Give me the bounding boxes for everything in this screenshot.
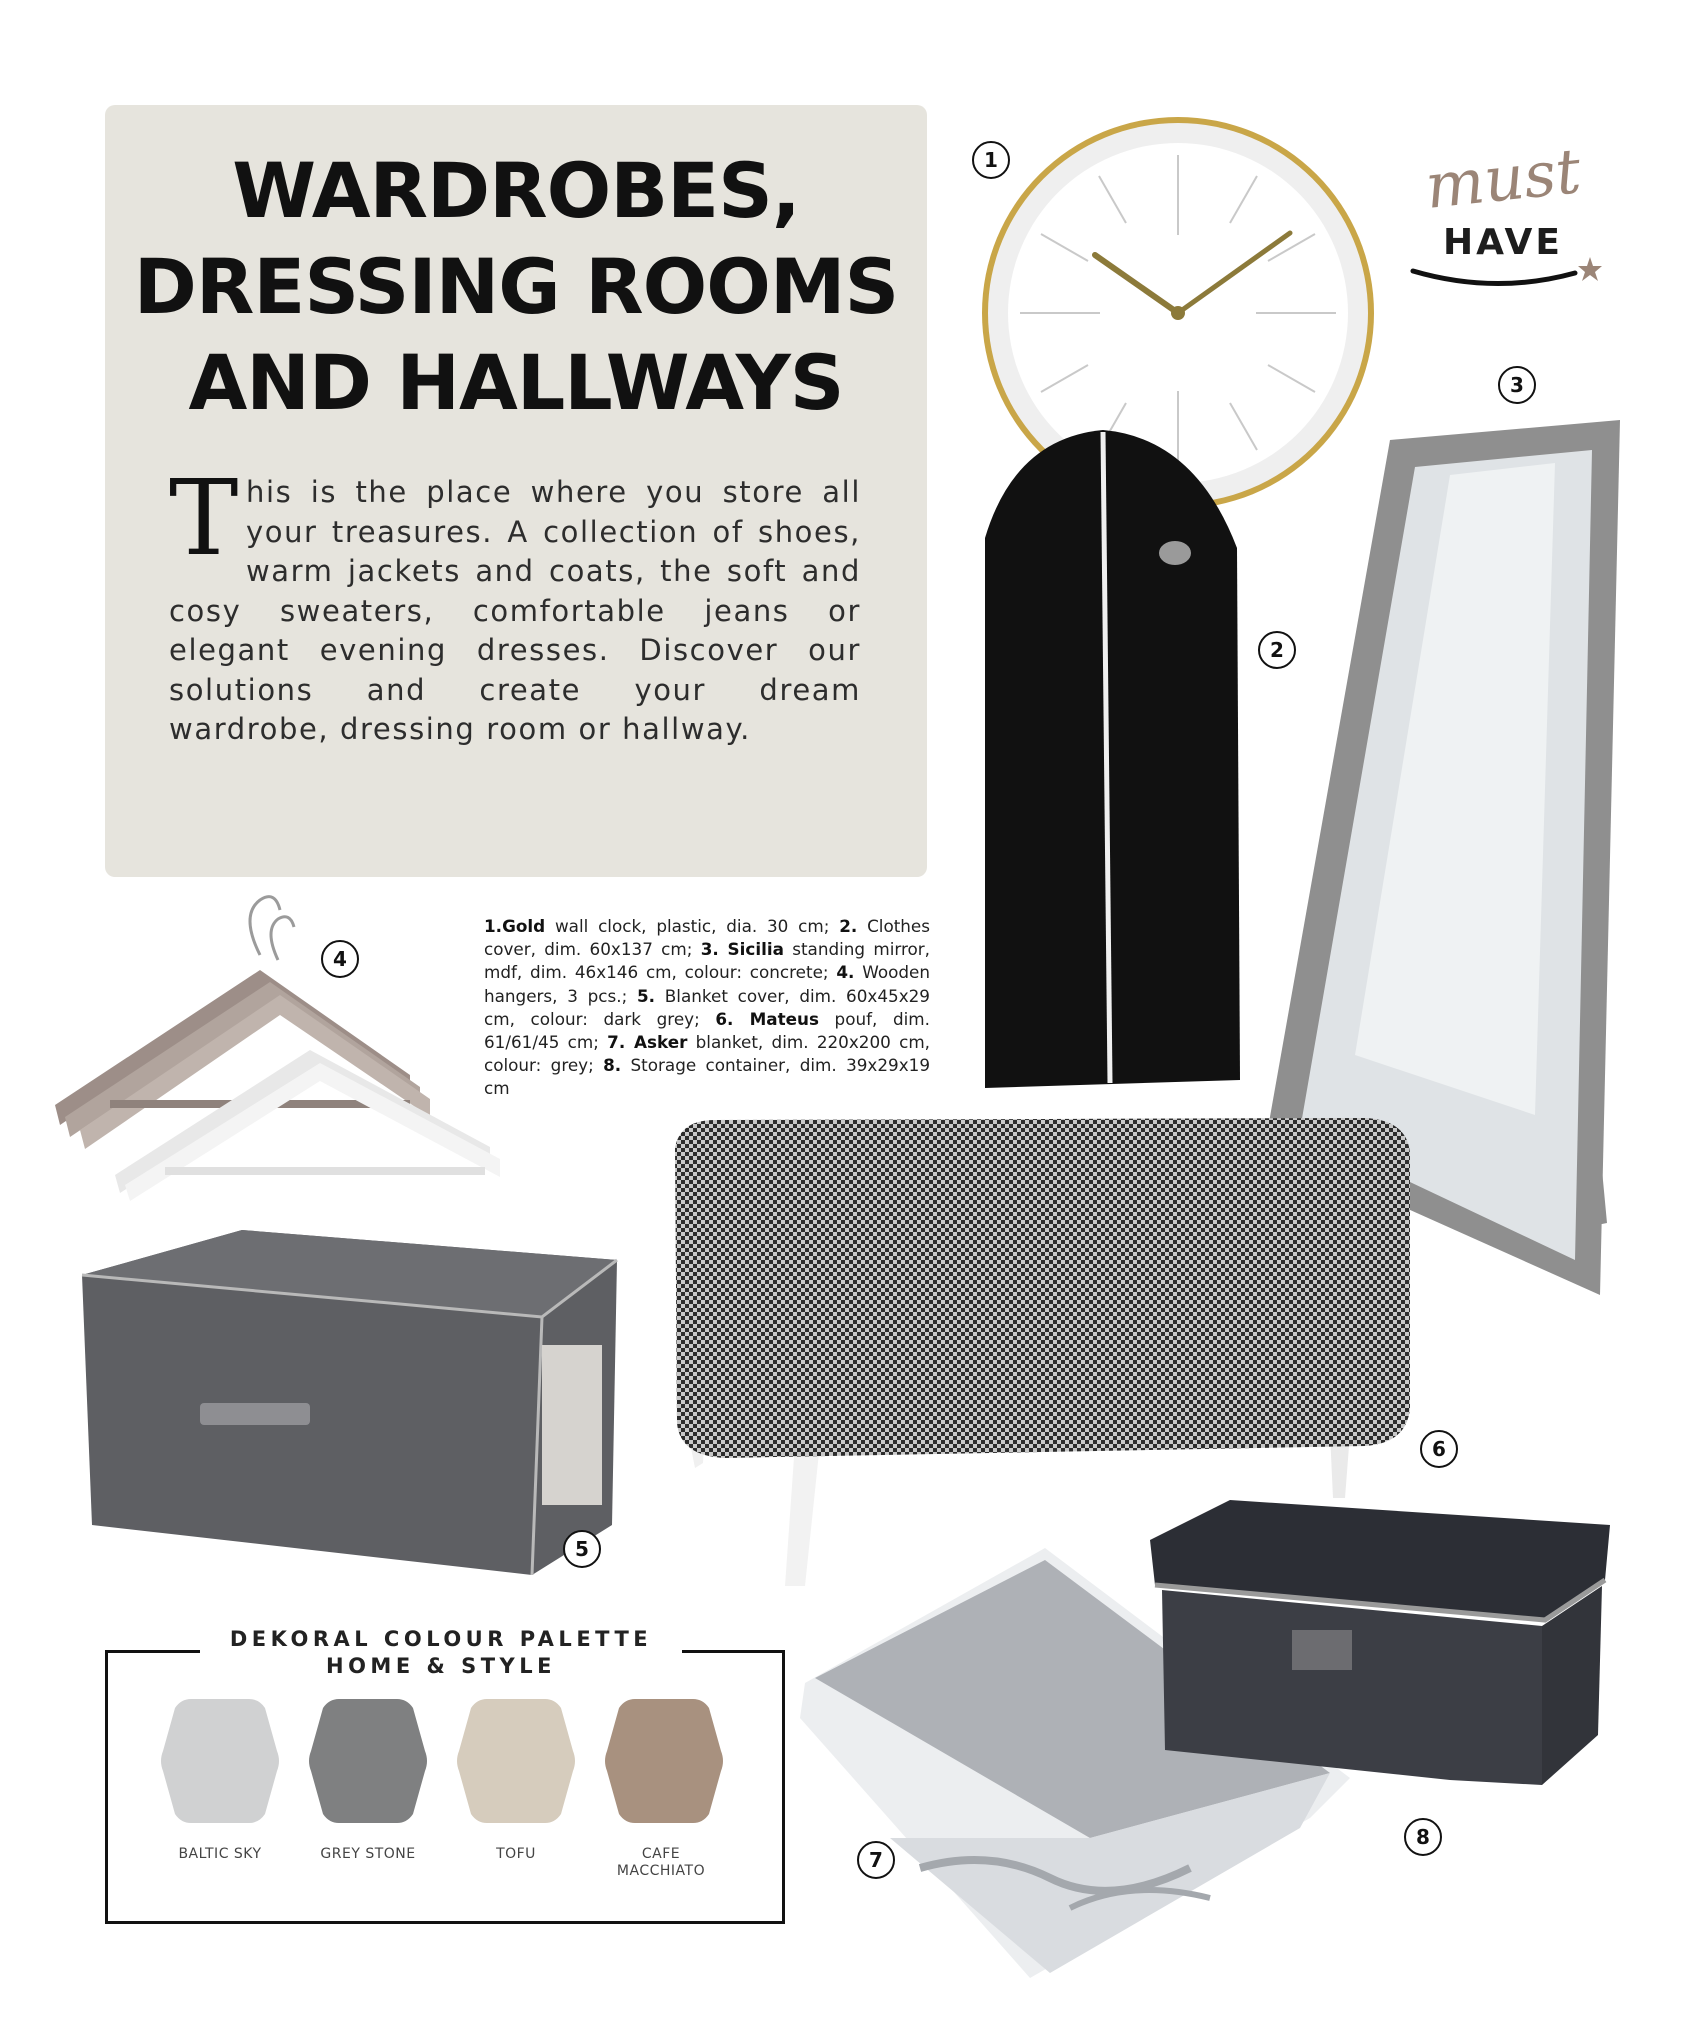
product-number-1: 1 bbox=[972, 141, 1010, 179]
title-line-2: DRESSING ROOMS bbox=[133, 242, 899, 331]
product-number-6: 6 bbox=[1420, 1430, 1458, 1468]
product-number-8: 8 bbox=[1404, 1818, 1442, 1856]
caption-name-1: Gold bbox=[502, 916, 546, 936]
swatch-label-baltic-sky: BALTIC SKY bbox=[178, 1846, 262, 1862]
caption-num-5: 5. bbox=[636, 985, 656, 1006]
caption-name-3: Sicilia bbox=[718, 939, 784, 960]
intro-body: his is the place where you store all your treasures. A collection of shoes, warm jackets and coats, the soft and cosy sweaters, comfortable jeans or elegant evening dresses. Discover our solutions and create your dream wardrobe, dressing room or hallway. bbox=[169, 475, 861, 746]
blanket-cover-image bbox=[72, 1225, 632, 1580]
product-number-7: 7 bbox=[857, 1841, 895, 1879]
caption-num-8: 8. bbox=[603, 1055, 622, 1076]
swatch-grey-stone bbox=[307, 1695, 429, 1827]
palette-title-line-2: HOME & STYLE bbox=[326, 1654, 556, 1678]
title-line-3: AND HALLWAYS bbox=[188, 338, 844, 427]
product-number-4: 4 bbox=[321, 940, 359, 978]
product-caption bbox=[484, 915, 930, 1101]
title-line-1: WARDROBES, bbox=[232, 146, 800, 235]
swatch-baltic-sky bbox=[159, 1695, 281, 1827]
caption-num-2: 2. bbox=[839, 916, 858, 936]
caption-desc-7: blanket, dim. 220x200 cm, colour: grey; bbox=[484, 1032, 931, 1076]
swatch-cafe-macchiato bbox=[603, 1695, 725, 1827]
caption-num-7: 7. bbox=[607, 1032, 626, 1053]
caption-num-3: 3. bbox=[700, 939, 719, 960]
caption-num-1: 1. bbox=[484, 916, 503, 936]
have-text: HAVE bbox=[1443, 222, 1563, 263]
intro-panel bbox=[105, 105, 927, 877]
caption-name-7: Asker bbox=[625, 1032, 688, 1053]
page-title bbox=[105, 143, 927, 431]
product-number-5: 5 bbox=[563, 1530, 601, 1568]
storage-container-image bbox=[1150, 1500, 1610, 1790]
must-script-text: must bbox=[1421, 134, 1585, 223]
caption-num-6: 6. bbox=[715, 1008, 734, 1029]
palette-title bbox=[200, 1626, 682, 1680]
caption-desc-2: Clothes cover, dim. 60x137 cm; bbox=[484, 916, 931, 960]
palette-title-line-1: DEKORAL COLOUR PALETTE bbox=[229, 1627, 653, 1651]
swatch-label-cafe-macchiato: CAFE MACCHIATO bbox=[616, 1846, 706, 1879]
intro-paragraph bbox=[169, 457, 861, 750]
swatch-label-tofu: TOFU bbox=[496, 1846, 536, 1862]
caption-desc-8: Storage container, dim. 39x29x19 cm bbox=[484, 1055, 930, 1099]
caption-num-4: 4. bbox=[836, 962, 855, 983]
wooden-hangers-image bbox=[50, 885, 510, 1205]
caption-desc-3: standing mirror, mdf, dim. 46x146 cm, colour: concrete; bbox=[484, 939, 930, 983]
product-number-3: 3 bbox=[1498, 366, 1536, 404]
drop-cap: T bbox=[169, 457, 240, 579]
clothes-cover-image bbox=[975, 428, 1245, 1090]
swatch-label-grey-stone: GREY STONE bbox=[320, 1846, 416, 1862]
must-have-underline bbox=[1405, 255, 1605, 295]
swatch-tofu bbox=[455, 1695, 577, 1827]
caption-desc-5: Blanket cover, dim. 60x45x29 cm, colour: dark grey; bbox=[484, 985, 930, 1029]
caption-desc-4: Wooden hangers, 3 pcs.; bbox=[484, 962, 930, 1006]
caption-desc-1: wall clock, plastic, dia. 30 cm; bbox=[545, 916, 840, 936]
product-number-2: 2 bbox=[1258, 631, 1296, 669]
caption-desc-6: pouf, dim. 61/61/45 cm; bbox=[484, 1008, 930, 1053]
star-icon bbox=[1578, 257, 1602, 281]
caption-name-6: Mateus bbox=[733, 1008, 819, 1029]
